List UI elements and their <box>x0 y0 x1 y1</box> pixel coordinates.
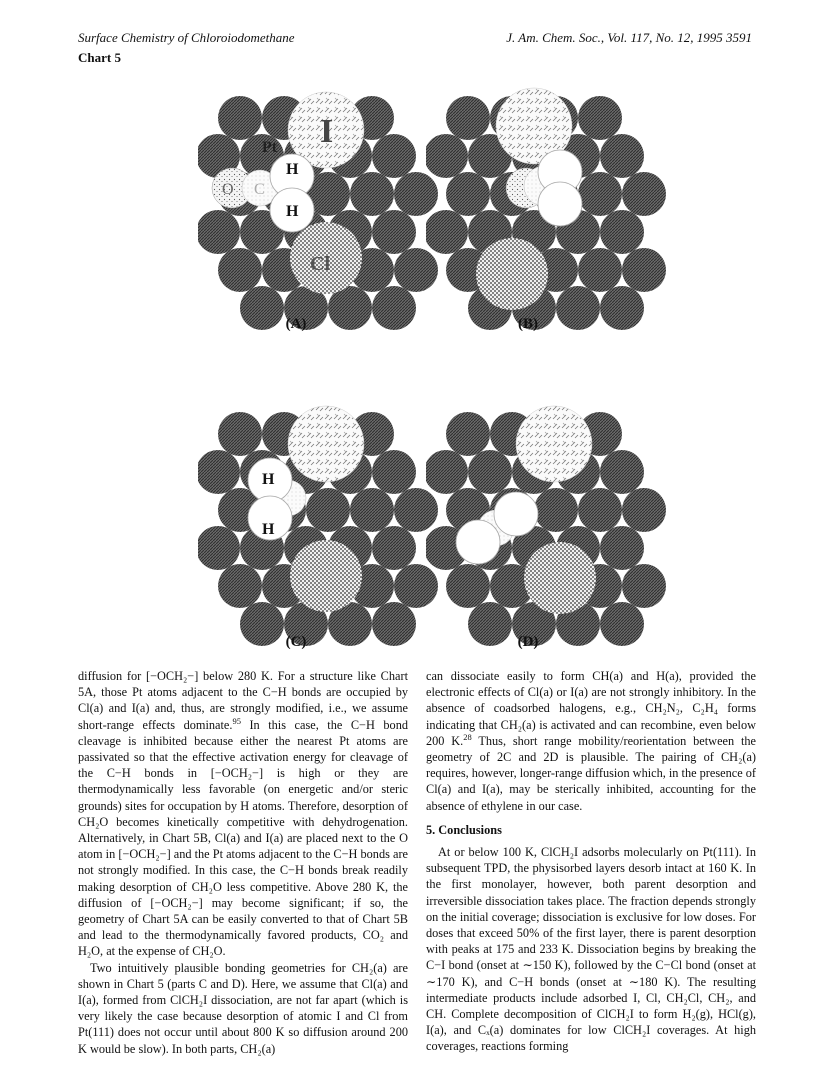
chart-panel-d <box>426 394 686 654</box>
panel-label-b: (B) <box>518 316 538 332</box>
paragraph-right-2: At or below 100 K, ClCH₂I adsorbs molecularly on Pt(111). In subsequent TPD, the physisorbed layers desorb intact at 160 K. In the first monolayer, however, both parent desorption and irreversible dissociation takes place. The fraction depends strongly on the initial coverage; dissociation is exclusive for low doses. For doses that exceed 50% of the first layer, there is parent desorption with peaks at 175 and 233 K. Dissociation begins by breaking the C−I bond (onset at ∼150 K), followed by the C−Cl bond (onset at ∼170 K), and C−H bonds (onset at ∼180 K). The resulting intermediate products include adsorbed I, Cl, CH₂Cl, CH₂, and CH. Complete decomposition of ClCH₂I to form H₂(g), HCl(g), I(a), and Cₓ(a) dominates for low ClCH₂I coverages. At high coverages, reactions forming <box>426 845 756 1054</box>
paragraph-right-1: can dissociate easily to form CH(a) and H(a), provided the electronic effects of Cl(a) or I(a) are not strongly inhibitory. In the absence of coadsorbed halogens, e.g., CH₂N₂, C₂H₄ forms indicating that CH₂(a) is activated and can recombine, even below 200 K. <box>426 669 756 748</box>
chart-panel-a <box>198 78 458 338</box>
body-right-column <box>426 668 756 1055</box>
panel-label-a: (A) <box>285 316 307 332</box>
atom-label-h2: H <box>286 203 299 220</box>
paragraph-left-1: diffusion for [−OCH₂−] below 280 K. For a structure like Chart 5A, those Pt atoms adjacent to the C−H bonds are occupied by Cl(a) and I(a) and, thus, are strongly modified, i.e., we assume short-range effects dominate. <box>78 669 408 732</box>
atom-label-o: O <box>222 181 234 198</box>
paragraph-left-1b: In this case, the C−H bond cleavage is inhibited because either the nearest Pt atoms are passivated so that the effective activation energy for cleavage of the C−H bonds in [−OCH₂−] is high or they are thermodynamically less favorable (on energetic and/or steric grounds) sites for occupation by H atoms. Therefore, desorption of CH₂O becomes kinetically competitive with dehydrogenation. Alternatively, in Chart 5B, Cl(a) and I(a) are placed next to the O atom in [−OCH₂−] and the Pt atoms adjacent to the C−H bonds are not strongly modified. In this case, the C−H bonds break readily making desorption of CH₂O less competitive. Above 280 K, the diffusion of [−OCH₂−] may become significant; if so, the geometry of Chart 5A can be easily converted to that of Chart 5B and lead to the thermodynamically favored products, CO₂ and H₂O, at the expense of CH₂O. <box>78 717 408 959</box>
atom-label-h1: H <box>286 161 299 178</box>
atom-label-cl: Cl <box>310 253 330 275</box>
panel-label-d: (D) <box>517 634 539 650</box>
atom-label-pt: Pt <box>262 139 278 156</box>
running-header-title: Surface Chemistry of Chloroiodomethane <box>78 30 295 45</box>
atom-label-i: I <box>320 113 334 150</box>
atom-label-c: C <box>254 181 265 198</box>
atom-label-h1: H <box>262 471 275 488</box>
body-left-column <box>78 668 408 1057</box>
panel-label-c: (C) <box>285 634 307 650</box>
chart-panel-c <box>198 394 458 654</box>
section-heading-conclusions: 5. Conclusions <box>426 822 502 837</box>
atom-label-h2: H <box>262 521 275 538</box>
paragraph-left-2: Two intuitively plausible bonding geometries for CH₂(a) are shown in Chart 5 (parts C and D). Here, we assume that Cl(a) and I(a), formed from ClCH₂I dissociation, are not far apart (which is very likely the case because desorption of atomic I and Cl from Pt(111) does not occur until about 800 K so diffusion around 200 K would be slow). In both parts, CH₂(a) <box>78 960 408 1056</box>
paragraph-right-1b: Thus, short range mobility/reorientation between the geometry of 2C and 2D is plausible. The pairing of CH₂(a) requires, however, longer-range diffusion which, in the presence of Cl(a) and I(a), may be sterically inhibited, accounting for the absence of ethylene in our case. <box>426 733 756 813</box>
ref-28: 28 <box>463 731 472 742</box>
ref-95: 95 <box>232 715 241 726</box>
running-header-journal: J. Am. Chem. Soc., Vol. 117, No. 12, 1995 3591 <box>506 30 752 45</box>
chart-label: Chart 5 <box>78 50 121 65</box>
chart-panel-b <box>426 78 686 338</box>
